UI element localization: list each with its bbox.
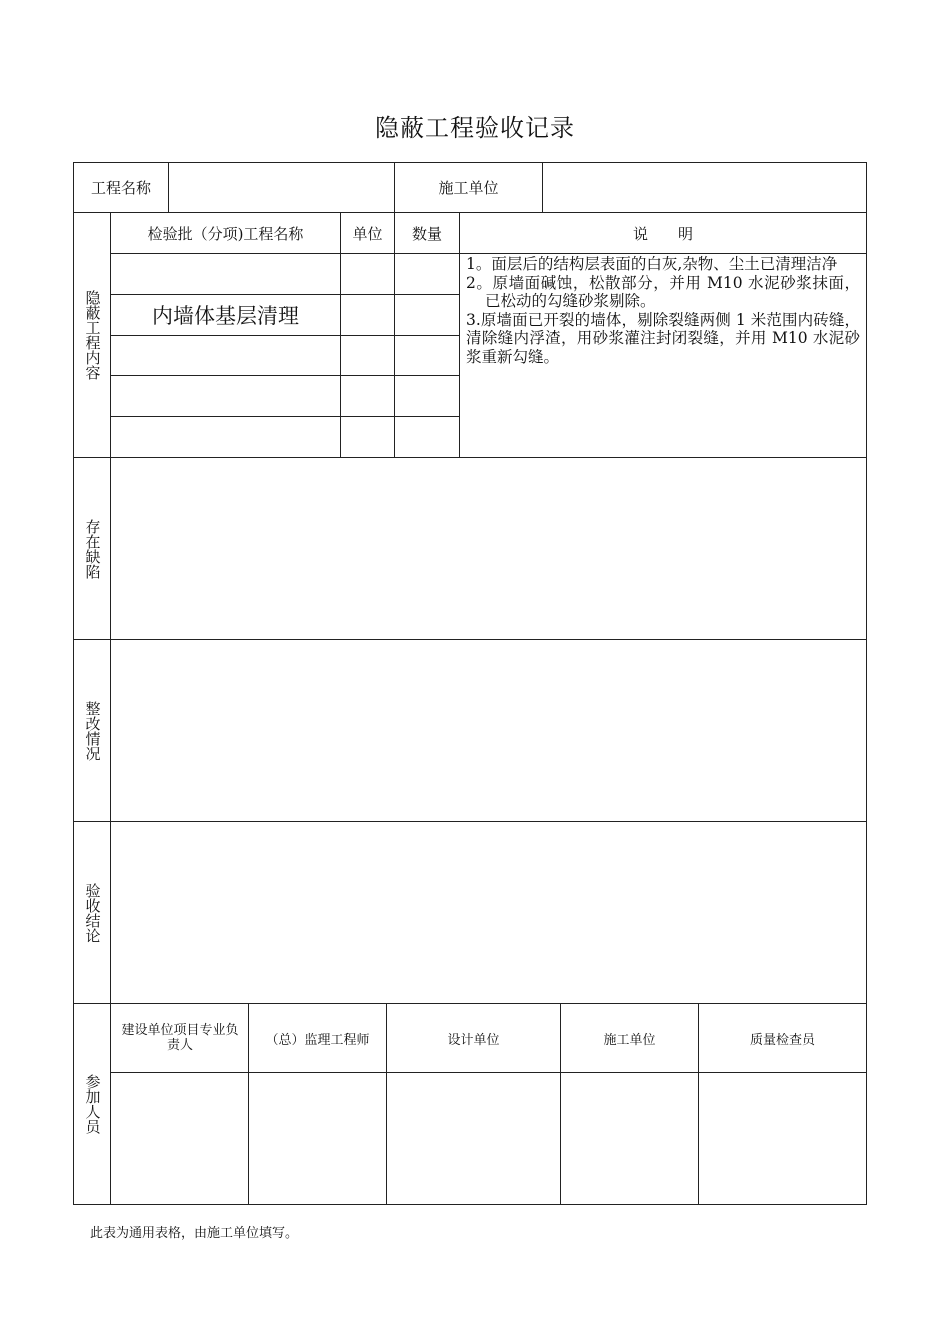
participant-header-contractor: 施工单位 [603, 1032, 656, 1048]
signature-supervisor[interactable] [249, 1073, 386, 1204]
table-row-item-name[interactable] [111, 254, 340, 294]
rectification-field[interactable] [111, 640, 866, 821]
table-row-unit[interactable] [341, 336, 394, 375]
participant-header-quality-inspector: 质量检查员 [749, 1032, 815, 1048]
contractor-label: 施工单位 [438, 179, 499, 197]
signature-owner[interactable] [111, 1073, 248, 1204]
table-row-unit[interactable] [341, 376, 394, 416]
signature-quality-inspector[interactable] [699, 1073, 866, 1204]
signature-designer[interactable] [387, 1073, 560, 1204]
rectification-label-text: 整改情况 [83, 700, 102, 761]
description-line: 2。原墙面碱蚀，松散部分，并用 M10 水泥砂浆抹面，已松动的勾缝砂浆剔除。 [466, 273, 860, 310]
project-name-field[interactable] [169, 163, 394, 212]
hidden-works-label-text: 隐蔽工程内容 [83, 290, 102, 380]
table-row-item-name[interactable]: 内墙体基层清理 [152, 304, 299, 328]
table-row-quantity[interactable] [395, 376, 459, 416]
rectification-label [74, 640, 110, 821]
defects-field[interactable] [111, 458, 866, 639]
table-row-quantity[interactable] [395, 295, 459, 335]
conclusion-field[interactable] [111, 822, 866, 1003]
signature-contractor[interactable] [561, 1073, 698, 1204]
table-row-unit[interactable] [341, 295, 394, 335]
hidden-works-section-label [74, 213, 110, 457]
footnote: 此表为通用表格，由施工单位填写。 [90, 1226, 299, 1241]
defects-label [74, 458, 110, 639]
table-row-unit[interactable] [341, 254, 394, 294]
page-title: 隐蔽工程验收记录 [375, 114, 575, 142]
participant-header-owner: 建设单位项目专业负责人 [121, 1023, 239, 1053]
conclusion-label [74, 822, 110, 1003]
column-header-unit: 单位 [352, 224, 383, 243]
participants-label [74, 1004, 110, 1204]
column-header-item-name: 检验批（分项)工程名称 [147, 224, 304, 243]
table-row-item-name[interactable] [111, 336, 340, 375]
table-row-item-name[interactable] [111, 376, 340, 416]
description-line: 1。面层后的结构层表面的白灰,杂物、尘土已清理洁净 [466, 255, 838, 273]
description-text [466, 255, 860, 366]
table-row-quantity[interactable] [395, 336, 459, 375]
table-row-item-name[interactable] [111, 417, 340, 457]
participant-header-supervisor: （总）监理工程师 [265, 1032, 370, 1048]
table-row-quantity[interactable] [395, 254, 459, 294]
description-line: 3.原墙面已开裂的墙体，剔除裂缝两侧 1 米范围内砖缝，清除缝内浮渣，用砂浆灌注封闭裂缝，并用 M10 水泥砂浆重新勾缝。 [466, 310, 860, 366]
project-name-label: 工程名称 [90, 179, 151, 197]
contractor-field[interactable] [543, 163, 866, 212]
column-header-quantity: 数量 [411, 224, 442, 243]
conclusion-label-text: 验收结论 [83, 882, 102, 943]
column-header-description: 说 明 [632, 224, 693, 243]
table-row-unit[interactable] [341, 417, 394, 457]
participants-label-text: 参加人员 [83, 1074, 102, 1134]
table-row-quantity[interactable] [395, 417, 459, 457]
defects-label-text: 存在缺陷 [83, 518, 102, 579]
participant-header-designer: 设计单位 [447, 1032, 500, 1048]
